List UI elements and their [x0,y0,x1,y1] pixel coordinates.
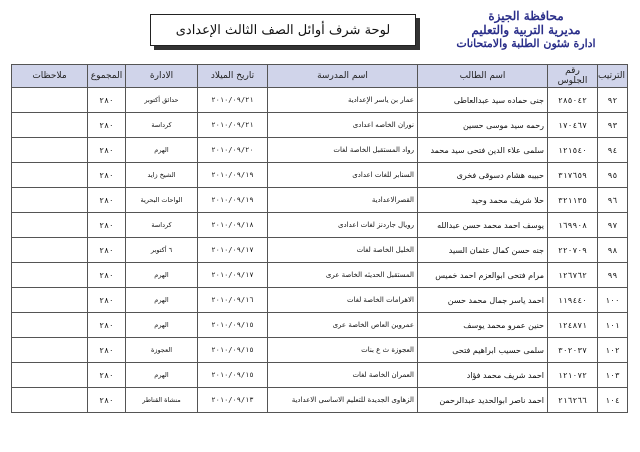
school-cell: الزهاوى الجديدة للتعليم الاساسى الاعدادية [268,388,418,413]
birth-cell: ٢٠١٠/٠٩/١٥ [198,313,268,338]
admin-cell: الشيخ زايد [126,163,198,188]
governorate-name: محافظة الجيزة [488,9,564,23]
student-cell: رحمه سيد موسى حسين [418,113,548,138]
admin-cell: كرداسة [126,213,198,238]
seat-cell: ٢٨٥٠٤٢ [548,88,598,113]
school-cell: الخليل الخاصة لغات [268,238,418,263]
admin-cell: حدائق أكتوبر [126,88,198,113]
notes-cell [12,263,88,288]
school-cell: القصرالاعدادية [268,188,418,213]
rank-cell: ٩٦ [598,188,628,213]
seat-cell: ١١٩٤٤٠ [548,288,598,313]
seat-cell: ١٢٤٨٧١ [548,313,598,338]
header-seat: رقم الجلوس [548,65,598,88]
student-cell: حلا شريف محمد وحيد [418,188,548,213]
table-row [12,238,628,263]
seat-cell: ٢٢٠٧٠٩ [548,238,598,263]
header-student: اسم الطالب [418,65,548,88]
seat-cell: ٣٠٢٠٣٧ [548,338,598,363]
table-row [12,88,628,113]
birth-cell: ٢٠١٠/٠٩/١٧ [198,263,268,288]
admin-cell: الهرم [126,313,198,338]
rank-cell: ٩٨ [598,238,628,263]
birth-cell: ٢٠١٠/٠٩/١٩ [198,188,268,213]
total-cell: ٢٨٠ [88,363,126,388]
table-row [12,363,628,388]
notes-cell [12,88,88,113]
school-cell: رواد المستقبل الخاصة لغات [268,138,418,163]
notes-cell [12,388,88,413]
birth-cell: ٢٠١٠/٠٩/١٧ [198,238,268,263]
admin-cell: ٦ أكتوبر [126,238,198,263]
school-cell: السنابر للغات اعدادى [268,163,418,188]
student-cell: احمد شريف محمد فؤاد [418,363,548,388]
rank-cell: ١٠٣ [598,363,628,388]
header-birth: تاريخ الميلاد [198,65,268,88]
rank-cell: ٩٧ [598,213,628,238]
admin-cell: الهرم [126,138,198,163]
student-cell: حبيبه هشام دسوقى فخرى [418,163,548,188]
student-cell: جنى حماده سيد عبدالعاطى [418,88,548,113]
total-cell: ٢٨٠ [88,138,126,163]
birth-cell: ٢٠١٠/٠٩/١٥ [198,363,268,388]
table-row [12,313,628,338]
student-cell: حنين عمرو محمد يوسف [418,313,548,338]
rank-cell: ١٠١ [598,313,628,338]
table-header-row [12,65,628,88]
total-cell: ٢٨٠ [88,213,126,238]
notes-cell [12,313,88,338]
rank-cell: ٩٤ [598,138,628,163]
honor-table [11,64,628,413]
table-row [12,263,628,288]
school-cell: العجوزة ث ع بنات [268,338,418,363]
notes-cell [12,163,88,188]
school-cell: نوران الخاصه اعدادى [268,113,418,138]
organization-header [426,10,626,50]
birth-cell: ٢٠١٠/٠٩/١٦ [198,288,268,313]
school-cell: رويال جاردنز لغات اعدادى [268,213,418,238]
total-cell: ٢٨٠ [88,188,126,213]
seat-cell: ٢١٦٢٦٦ [548,388,598,413]
student-cell: سلمى حسيب ابراهيم فتحى [418,338,548,363]
birth-cell: ٢٠١٠/٠٩/١٣ [198,388,268,413]
birth-cell: ٢٠١٠/٠٩/١٨ [198,213,268,238]
header-total: المجموع [88,65,126,88]
birth-cell: ٢٠١٠/٠٩/٢٠ [198,138,268,163]
student-cell: يوسف احمد محمد حسن عبدالله [418,213,548,238]
directorate-name: مديرية التربية والتعليم [471,22,581,37]
birth-cell: ٢٠١٠/٠٩/٢١ [198,88,268,113]
table-row [12,163,628,188]
total-cell: ٢٨٠ [88,263,126,288]
notes-cell [12,363,88,388]
header-notes: ملاحظات [12,65,88,88]
department-name: ادارة شئون الطلبة والامتحانات [456,36,596,50]
seat-cell: ١٢١٥٤٠ [548,138,598,163]
seat-cell: ١٦٩٩٠٨ [548,213,598,238]
total-cell: ٢٨٠ [88,113,126,138]
student-cell: احمد ناصر ابوالحديد عبدالرحمن [418,388,548,413]
rank-cell: ٩٩ [598,263,628,288]
total-cell: ٢٨٠ [88,388,126,413]
total-cell: ٢٨٠ [88,288,126,313]
notes-cell [12,213,88,238]
student-cell: سلمى علاء الدين فتحى سيد محمد [418,138,548,163]
student-cell: احمد ياسر جمال محمد حسن [418,288,548,313]
school-cell: المستقبل الحديثه الخاصة عرى [268,263,418,288]
admin-cell: كرداسة [126,113,198,138]
notes-cell [12,188,88,213]
rank-cell: ١٠٠ [598,288,628,313]
notes-cell [12,288,88,313]
birth-cell: ٢٠١٠/٠٩/١٥ [198,338,268,363]
student-cell: مرام فتحى ابوالعزم احمد خميس [418,263,548,288]
table-row [12,388,628,413]
admin-cell: الهرم [126,263,198,288]
total-cell: ٢٨٠ [88,88,126,113]
table-row [12,288,628,313]
header-rank: الترتيب [598,65,628,88]
seat-cell: ٣١٧٦٥٩ [548,163,598,188]
student-cell: جنه حسن كمال عثمان السيد [418,238,548,263]
table-row [12,188,628,213]
rank-cell: ٩٥ [598,163,628,188]
table-row [12,338,628,363]
notes-cell [12,138,88,163]
seat-cell: ١٢١٠٧٢ [548,363,598,388]
header-school: اسم المدرسة [268,65,418,88]
school-cell: العمران الخاصة لغات [268,363,418,388]
total-cell: ٢٨٠ [88,238,126,263]
rank-cell: ٩٣ [598,113,628,138]
admin-cell: العجوزة [126,338,198,363]
school-cell: الاهرامات الخاصة لغات [268,288,418,313]
seat-cell: ١٢٦٧٦٢ [548,263,598,288]
notes-cell [12,238,88,263]
birth-cell: ٢٠١٠/٠٩/١٩ [198,163,268,188]
rank-cell: ٩٢ [598,88,628,113]
total-cell: ٢٨٠ [88,338,126,363]
admin-cell: الهرم [126,288,198,313]
admin-cell: الهرم [126,363,198,388]
table-row [12,113,628,138]
rank-cell: ١٠٤ [598,388,628,413]
seat-cell: ١٧٠٤٦٧ [548,113,598,138]
notes-cell [12,338,88,363]
table-row [12,213,628,238]
total-cell: ٢٨٠ [88,313,126,338]
birth-cell: ٢٠١٠/٠٩/٢١ [198,113,268,138]
school-cell: عمروبن العاص الخاصة عرى [268,313,418,338]
admin-cell: الواحات البحرية [126,188,198,213]
total-cell: ٢٨٠ [88,163,126,188]
header-admin: الادارة [126,65,198,88]
rank-cell: ١٠٢ [598,338,628,363]
notes-cell [12,113,88,138]
admin-cell: منشاة القناطر [126,388,198,413]
page-title: لوحة شرف أوائل الصف الثالث الإعدادى [150,14,416,46]
table-row [12,138,628,163]
seat-cell: ٣٢١١٣٥ [548,188,598,213]
school-cell: عمار بن ياسر الإعدادية [268,88,418,113]
